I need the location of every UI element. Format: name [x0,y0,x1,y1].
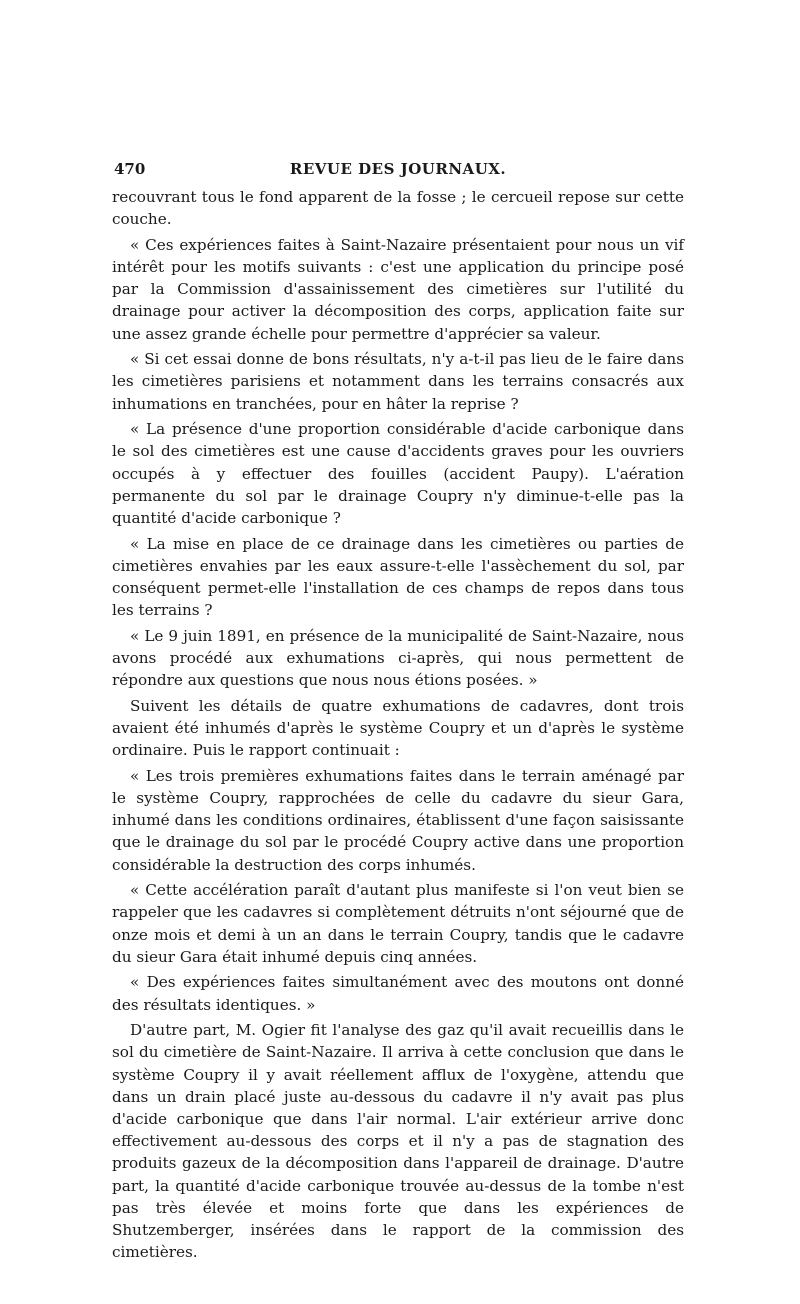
paragraph: « Les trois premières exhumations faites dans le terrain aménagé par le système Coupry, rapprochées de celle du cadavre du sieur Gara, inhumé dans les conditions ordinaires, établissent d'une façon saisissante que le drainage du sol par le procédé Coupry active dans une proportion considérable la destruction des corps inhumés. [112,766,684,874]
page-header [112,158,684,184]
paragraph: « Des expériences faites simultanément avec des moutons ont donné des résultats identiques. » [112,973,684,1014]
running-title: REVUE DES JOURNAUX. [289,160,507,178]
paragraph: « Cette accélération paraît d'autant plus manifeste si l'on veut bien se rappeler que les cadavres si complètement détruits n'ont séjourné que de onze mois et demi à un an dans le terrain Coupry, tandis que le cadavre du sieur Gara était inhumé depuis cinq années. [112,881,684,966]
page-number: 470 [114,160,146,178]
paragraph: recouvrant tous le fond apparent de la fosse ; le cercueil repose sur cette couche. [112,188,684,229]
paragraph: « Ces expériences faites à Saint-Nazaire présentaient pour nous un vif intérêt pour les motifs suivants : c'est une application du principe posé par la Commission d'assainissement des cimetières sur l'utilité du drainage pour activer la décomposition des corps, application faite sur une assez grande échelle pour permettre d'apprécier sa valeur. [112,235,684,343]
body-text [112,186,684,1263]
paragraph: « La présence d'une proportion considérable d'acide carbonique dans le sol des cimetières est une cause d'accidents graves pour les ouvriers occupés à y effectuer des fouilles (accident Paupy). L'aération permanente du sol par le drainage Coupry n'y diminue-t-elle pas la quantité d'acide carbonique ? [112,420,684,528]
paragraph: Suivent les détails de quatre exhumations de cadavres, dont trois avaient été inhumés d'après le système Coupry et un d'après le système ordinaire. Puis le rapport continuait : [112,696,684,760]
paragraph: « Si cet essai donne de bons résultats, n'y a-t-il pas lieu de le faire dans les cimetières parisiens et notamment dans les terrains consacrés aux inhumations en tranchées, pour en hâter la reprise ? [112,350,684,413]
paragraph: « Le 9 juin 1891, en présence de la municipalité de Saint-Nazaire, nous avons procédé aux exhumations ci-après, qui nous permettent de répondre aux questions que nous nous étions posées. » [112,626,684,690]
document-page [112,158,684,1267]
paragraph: « La mise en place de ce drainage dans les cimetières ou parties de cimetières envahies par les eaux assure-t-elle l'assèchement du sol, par conséquent permet-elle l'installation de ces champs de repos dans tous les terrains ? [112,534,684,620]
paragraph: D'autre part, M. Ogier fit l'analyse des gaz qu'il avait recueillis dans le sol du cimetière de Saint-Nazaire. Il arriva à cette conclusion que dans le système Coupry il y avait réellement afflux de l'oxygène, attendu que dans un drain placé juste au-dessous du cadavre il n'y avait pas plus d'acide carbonique que dans l'air normal. L'air extérieur arrive donc effectivement au-dessous des corps et il n'y a pas de stagnation des produits gazeux de la décomposition dans l'appareil de drainage. D'autre part, la quantité d'acide carbonique trouvée au-dessus de la tombe n'est pas très élevée et moins forte que dans les expériences de Shutzemberger, insérées dans le rapport de la commission des cimetières. [112,1021,684,1262]
